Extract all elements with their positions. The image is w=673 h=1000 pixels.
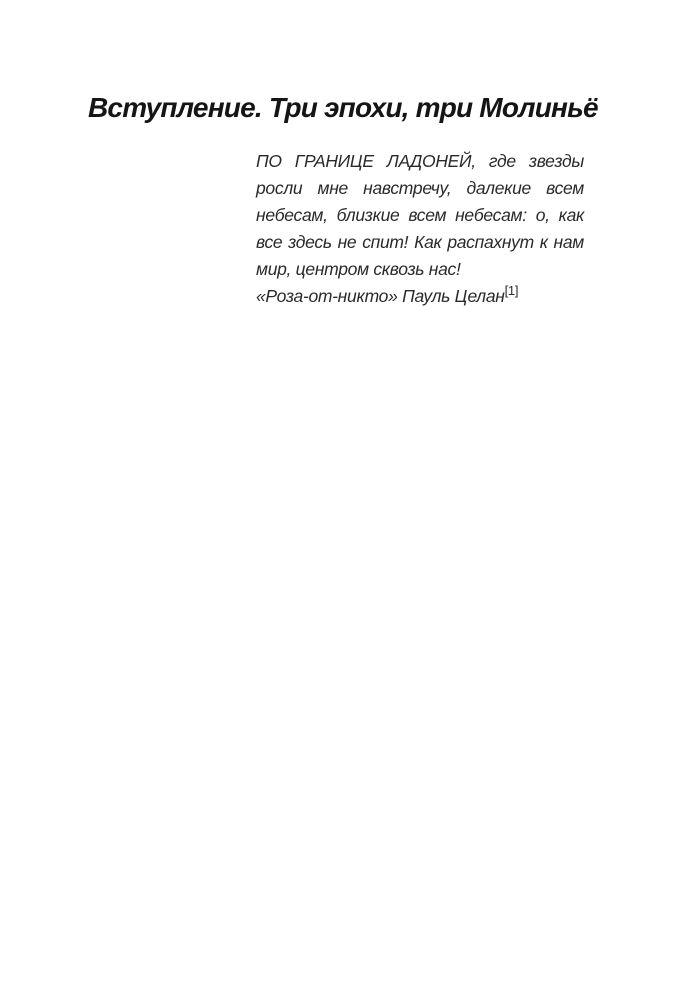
epigraph-source bbox=[256, 283, 584, 310]
chapter-title: Вступление. Три эпохи, три Молиньё bbox=[88, 92, 598, 123]
epigraph-lead: ПО ГРАНИЦЕ ЛАДОНЕЙ, bbox=[256, 151, 476, 171]
epigraph bbox=[256, 148, 584, 310]
epigraph-text bbox=[256, 148, 584, 283]
epigraph-body: где звезды росли мне навстречу, далекие всем небесам, близкие всем небесам: о, как все здесь не спит! Как распахнут к нам мир, центром сквозь нас! bbox=[256, 151, 584, 279]
epigraph-source-text: «Роза-от-никто» Пауль Целан bbox=[256, 286, 505, 306]
footnote-reference-link[interactable]: [1] bbox=[504, 283, 519, 299]
